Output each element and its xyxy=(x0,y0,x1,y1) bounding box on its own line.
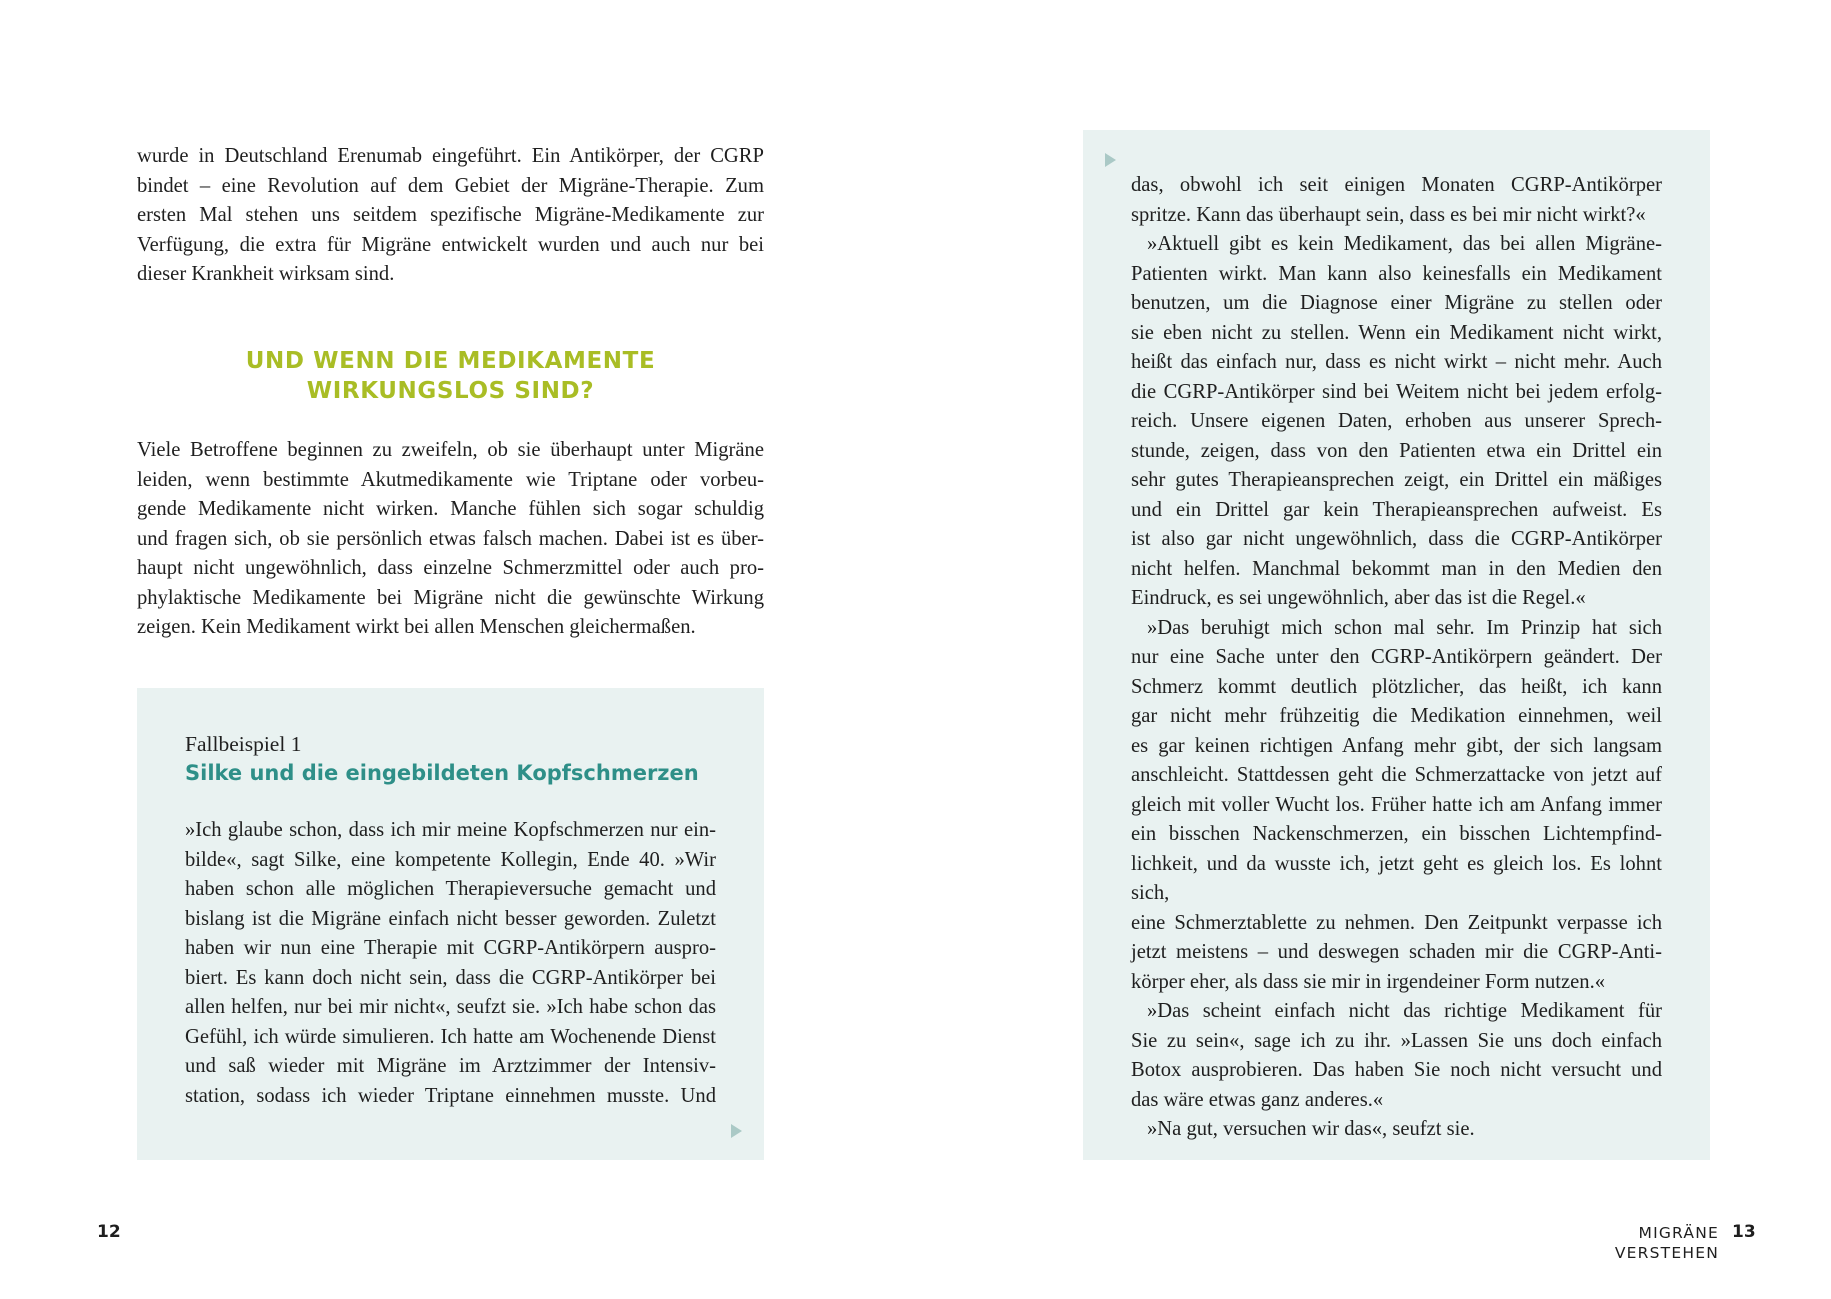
text-line: zeigen. Kein Medikament wirkt bei allen Menschen gleichermaßen. xyxy=(137,616,696,638)
text-line: es gar keinen richtigen Anfang mehr gibt, der sich langsam xyxy=(1131,734,1662,757)
text-line: dieser Krankheit wirksam sind. xyxy=(137,263,395,285)
text-line: reich. Unsere eigenen Daten, erhoben aus unserer Sprech- xyxy=(1131,410,1662,432)
text-line: Schmerz kommt deutlich plötzlicher, das heißt, ich kann xyxy=(1131,675,1662,698)
text-line: haben wir nun eine Therapie mit CGRP-Antikörpern auspro- xyxy=(185,937,716,959)
text-line: und fragen sich, ob sie persönlich etwas falsch machen. Dabei ist es über- xyxy=(137,527,764,550)
text-line: »Das beruhigt mich schon mal sehr. Im Prinzip hat sich xyxy=(1147,616,1662,639)
text-line: heißt das einfach nur, dass es nicht wirkt – nicht mehr. Auch xyxy=(1131,351,1662,373)
text-line: haben schon alle möglichen Therapieversuche gemacht und xyxy=(185,878,716,900)
lead-paragraph xyxy=(137,142,764,290)
text-line: »Das scheint einfach nicht das richtige Medikament für xyxy=(1147,1000,1662,1022)
text-line: bindet – eine Revolution auf dem Gebiet der Migräne-Therapie. Zum xyxy=(137,174,764,197)
text-line: Sie zu sein«, sage ich zu ihr. »Lassen Sie uns doch einfach xyxy=(1131,1029,1662,1052)
text-line: »Aktuell gibt es kein Medikament, das bei allen Migräne- xyxy=(1147,233,1662,255)
text-line: gleich mit voller Wucht los. Früher hatte ich am Anfang immer xyxy=(1131,793,1662,816)
text-line: nicht helfen. Manchmal bekommt man in den Medien den xyxy=(1131,557,1662,580)
text-line: anschleicht. Stattdessen geht die Schmerzattacke von jetzt auf xyxy=(1131,764,1662,786)
text-line: station, sodass ich wieder Triptane einnehmen musste. Und xyxy=(185,1084,716,1107)
text-line: ist also gar nicht ungewöhnlich, dass die CGRP-Antikörper xyxy=(1131,528,1662,550)
text-line: wurde in Deutschland Erenumab eingeführt. Ein Antikörper, der CGRP xyxy=(137,145,764,167)
text-line: Gefühl, ich würde simulieren. Ich hatte am Wochenende Dienst xyxy=(185,1025,716,1048)
text-line: Botox ausprobieren. Das haben Sie noch nicht versucht und xyxy=(1131,1059,1662,1081)
triangle-right-icon xyxy=(1105,153,1116,167)
text-line: und ein Drittel gar kein Therapieansprechen aufweist. Es xyxy=(1131,498,1662,521)
text-line: biert. Es kann doch nicht sein, dass die CGRP-Antikörper bei xyxy=(185,966,716,989)
text-line: bislang ist die Migräne einfach nicht besser geworden. Zuletzt xyxy=(185,907,716,930)
text-line: das, obwohl ich seit einigen Monaten CGRP-Antikörper xyxy=(1131,174,1662,196)
text-line: gende Medikamente nicht wirken. Manche fühlen sich sogar schuldig xyxy=(137,498,764,520)
text-line: »Na gut, versuchen wir das«, seufzt sie. xyxy=(1147,1118,1475,1140)
text-line: benutzen, um die Diagnose einer Migräne zu stellen oder xyxy=(1131,292,1662,314)
text-line: sehr gutes Therapieansprechen zeigt, ein Drittel ein mäßiges xyxy=(1131,469,1662,491)
text-line: Patienten wirkt. Man kann also keinesfalls ein Medikament xyxy=(1131,262,1662,285)
case-text xyxy=(185,816,716,1111)
text-line: bilde«, sagt Silke, eine kompetente Kollegin, Ende 40. »Wir xyxy=(185,848,716,871)
text-line: sie eben nicht zu stellen. Wenn ein Medikament nicht wirkt, xyxy=(1131,321,1662,344)
triangle-right-icon xyxy=(731,1124,742,1138)
running-head: MIGRÄNE VERSTEHEN xyxy=(1614,1224,1719,1262)
text-line: das wäre etwas ganz anderes.« xyxy=(1131,1088,1384,1111)
text-line: haupt nicht ungewöhnlich, dass einzelne Schmerzmittel oder auch pro- xyxy=(137,557,764,579)
section-heading-line: UND WENN DIE MEDIKAMENTE xyxy=(245,348,656,374)
text-line: Eindruck, es sei ungewöhnlich, aber das ist die Regel.« xyxy=(1131,587,1586,609)
text-line: phylaktische Medikamente bei Migräne nicht die gewünschte Wirkung xyxy=(137,586,764,609)
text-line: nur eine Sache unter den CGRP-Antikörpern geändert. Der xyxy=(1131,646,1662,668)
text-line: ein bisschen Nackenschmerzen, ein bisschen Lichtempfind- xyxy=(1131,823,1662,845)
case-title: Silke und die eingebildeten Kopfschmerzen xyxy=(185,761,699,785)
text-line: eine Schmerztablette zu nehmen. Den Zeitpunkt verpasse ich xyxy=(1131,911,1662,934)
right-page xyxy=(915,0,1831,1299)
page-number: 12 xyxy=(97,1222,121,1242)
text-line: Verfügung, die extra für Migräne entwickelt wurden und auch nur bei xyxy=(137,233,764,256)
dialog-text xyxy=(1131,171,1662,1145)
section-paragraph xyxy=(137,436,764,643)
text-line: und saß wieder mit Migräne im Arztzimmer der Intensiv- xyxy=(185,1055,716,1077)
text-line: Viele Betroffene beginnen zu zweifeln, ob sie überhaupt unter Migräne xyxy=(137,439,764,461)
text-line: gar nicht mehr frühzeitig die Medikation einnehmen, weil xyxy=(1131,705,1662,727)
text-line: spritze. Kann das überhaupt sein, dass es bei mir nicht wirkt?« xyxy=(1131,203,1646,226)
section-heading xyxy=(137,346,764,406)
section-heading-line: WIRKUNGSLOS SIND? xyxy=(306,378,595,404)
text-line: leiden, wenn bestimmte Akutmedikamente wie Triptane oder vorbeu- xyxy=(137,468,764,491)
text-line: stunde, zeigen, dass von den Patienten etwa ein Drittel ein xyxy=(1131,439,1662,462)
left-page xyxy=(0,0,915,1299)
text-line: jetzt meistens – und deswegen schaden mir die CGRP-Anti- xyxy=(1131,941,1662,963)
text-line: lichkeit, und da wusste ich, jetzt geht es gleich los. Es lohnt sich, xyxy=(1131,852,1662,904)
text-line: ersten Mal stehen uns seitdem spezifische Migräne-Medikamente zur xyxy=(137,204,764,226)
text-line: »Ich glaube schon, dass ich mir meine Kopfschmerzen nur ein- xyxy=(185,819,716,841)
case-example-box xyxy=(137,688,764,1160)
case-label: Fallbeispiel 1 xyxy=(185,732,302,756)
case-example-box-continued xyxy=(1083,130,1710,1160)
text-line: allen helfen, nur bei mir nicht«, seufzt sie. »Ich habe schon das xyxy=(185,996,716,1018)
text-line: die CGRP-Antikörper sind bei Weitem nicht bei jedem erfolg- xyxy=(1131,380,1662,403)
page-number: 13 xyxy=(1732,1222,1756,1242)
text-line: körper eher, als dass sie mir in irgendeiner Form nutzen.« xyxy=(1131,970,1606,993)
